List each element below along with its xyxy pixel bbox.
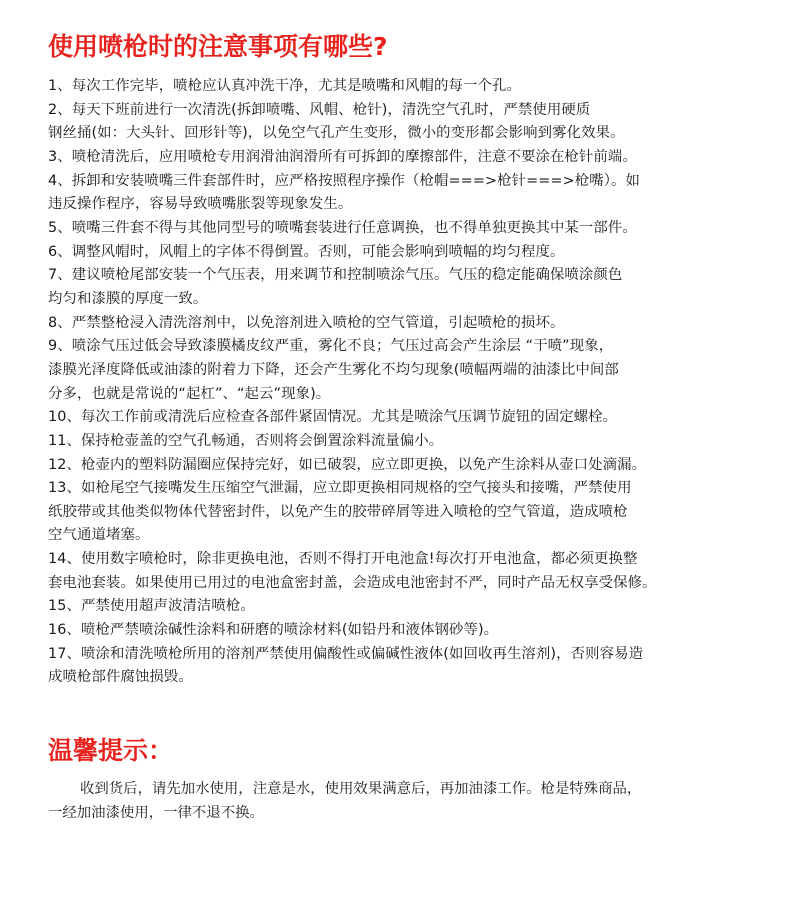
text-line: 纸胶带或其他类似物体代替密封件，以免产生的胶带碎屑等进入喷枪的空气管道，造成喷枪: [48, 503, 628, 520]
text-line: 16、喷枪严禁喷涂碱性涂料和研磨的喷涂材料(如铅丹和液体钢砂等)。: [48, 622, 499, 639]
text-line: 4、拆卸和安装喷嘴三件套部件时，应严格按照程序操作（枪帽===>枪针===>枪嘴）。如: [48, 172, 641, 189]
text-line: 3、喷枪清洗后，应用喷枪专用润滑油润滑所有可拆卸的摩擦部件，注意不要涂在枪针前端。: [48, 148, 637, 165]
tip-line: 一经加油漆使用，一律不退不换。: [48, 805, 264, 821]
text-line: 违反操作程序，容易导致喷嘴胀裂等现象发生。: [48, 196, 353, 213]
text-line: 漆膜光泽度降低或油漆的附着力下降，还会产生雾化不均匀现象(喷幅两端的油漆比中间部: [48, 361, 619, 378]
text-line: 5、喷嘴三件套不得与其他同型号的喷嘴套装进行任意调换，也不得单独更换其中某一部件。: [48, 219, 637, 236]
text-line: 8、严禁整枪浸入清洗溶剂中，以免溶剂进入喷枪的空气管道，引起喷枪的损坏。: [48, 314, 565, 331]
text-line: 11、保持枪壶盖的空气孔畅通，否则将会倒置涂料流量偏小。: [48, 432, 444, 449]
text-line: 12、枪壶内的塑料防漏圈应保持完好，如已破裂，应立即更换，以免产生涂料从壶口处滴漏。: [48, 456, 647, 473]
text-line: 2、每天下班前进行一次清洗(拆卸喷嘴、风帽、枪针)，清洗空气孔时，严禁使用硬质: [48, 101, 591, 118]
tip-text: [48, 777, 788, 825]
text-line: 空气通道堵塞。: [48, 527, 150, 544]
tip-heading: 温馨提示：: [48, 736, 174, 765]
text-line: 6、调整风帽时，风帽上的字体不得倒置。否则，可能会影响到喷幅的均匀程度。: [48, 243, 565, 260]
text-line: 7、建议喷枪尾部安装一个气压表，用来调节和控制喷涂气压。气压的稳定能确保喷涂颜色: [48, 267, 623, 284]
text-line: 10、每次工作前或清洗后应检查各部件紧固情况。尤其是喷涂气压调节旋钮的固定螺栓。: [48, 409, 618, 426]
text-line: 9、喷涂气压过低会导致漆膜橘皮纹严重，雾化不良；气压过高会产生涂层 “干喷”现象，: [48, 338, 614, 355]
text-line: 1、每次工作完毕，喷枪应认真冲洗干净，尤其是喷嘴和风帽的每一个孔。: [48, 78, 521, 94]
page-title: 使用喷枪时的注意事项有哪些?: [48, 32, 388, 61]
text-line: 均匀和漆膜的厚度一致。: [48, 290, 208, 307]
text-line: 成喷枪部件腐蚀损毁。: [48, 669, 193, 686]
tip-line: 收到货后，请先加水使用，注意是水，使用效果满意后，再加油漆工作。枪是特殊商品，: [80, 781, 642, 797]
text-line: 14、使用数字喷枪时，除非更换电池，否则不得打开电池盒!每次打开电池盒，都必须更换整: [48, 551, 638, 568]
text-line: 套电池套装。如果使用已用过的电池盒密封盖，会造成电池密封不严，同时产品无权享受保修。: [48, 574, 657, 591]
text-line: 13、如枪尾空气接嘴发生压缩空气泄漏，应立即更换相同规格的空气接头和接嘴，严禁使用: [48, 480, 632, 497]
text-line: 钢丝捅(如：大头针、回形针等)，以免空气孔产生变形，微小的变形都会影响到雾化效果。: [48, 125, 625, 142]
precautions-list: [48, 75, 788, 690]
text-line: 17、喷涂和清洗喷枪所用的溶剂严禁使用偏酸性或偏碱性液体(如回收再生溶剂)，否则容易造: [48, 645, 644, 662]
text-line: 分多，也就是常说的“起杠”、“起云”现象)。: [48, 385, 331, 402]
text-line: 15、严禁使用超声波清洁喷枪。: [48, 598, 255, 615]
